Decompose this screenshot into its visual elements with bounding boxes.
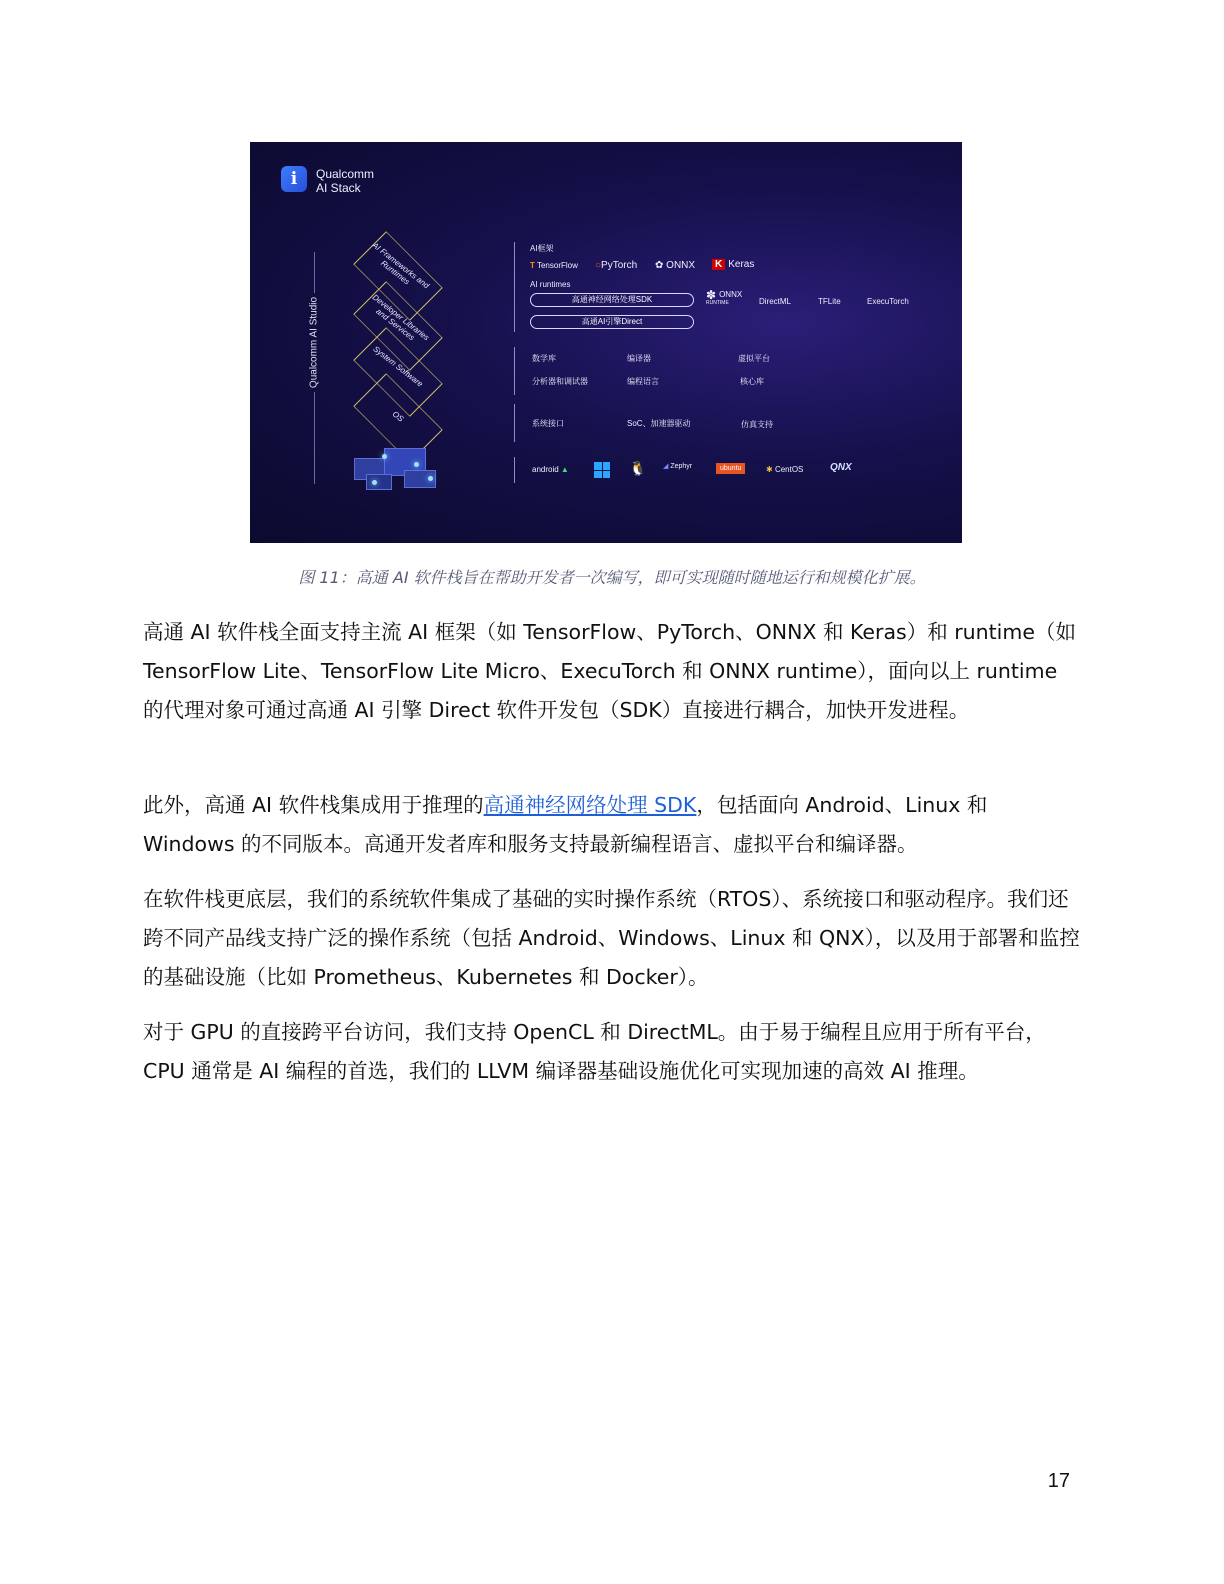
centos-label: CentOS [774, 465, 804, 474]
logo-text [316, 167, 374, 195]
android-logo [532, 465, 569, 474]
logo-line-1: Qualcomm [316, 167, 375, 181]
android-icon: ▲ [560, 465, 569, 474]
sys-interface: 系统接口 [532, 419, 564, 428]
tensorflow-label: TensorFlow [536, 261, 578, 270]
qualcomm-ai-stack-figure [250, 142, 962, 543]
ai-engine-direct-pill: 高通AI引擎Direct [530, 315, 694, 329]
paragraph-frameworks: 高通 AI 软件栈全面支持主流 AI 框架（如 TensorFlow、PyTorch、ONNX 和 Keras）和 runtime（如 TensorFlow Lite、TensorFlow Lite Micro、ExecuTorch 和 ONNX runtime），面向以上 runtime 的代理对象可通过高通 AI 引擎 Direct 软件开发包（SDK）直接进行耦合，加快开发进程。 [143, 620, 1076, 722]
layer-system-label: System Software [371, 344, 425, 389]
keras-logo [712, 259, 754, 270]
paragraph-neural-sdk-before: 此外，高通 AI 软件栈集成用于推理的 [143, 793, 484, 817]
keras-label: Keras [728, 259, 755, 270]
centos-icon: ✱ [766, 465, 773, 474]
qualcomm-ai-stack-logo-icon [281, 166, 307, 192]
chip-illustration [344, 440, 454, 500]
onnx-runtime-icon: ✽ [706, 288, 717, 302]
onnx-logo [655, 260, 695, 271]
pytorch-icon: ○ [595, 260, 602, 271]
pytorch-logo [595, 260, 637, 271]
onnx-runtime-logo [706, 288, 743, 307]
page-number: 17 [1047, 1470, 1070, 1492]
windows-icon [594, 462, 610, 478]
executorch-label: ExecuTorch [867, 297, 909, 306]
lib-compiler: 编译器 [627, 354, 651, 363]
zephyr-logo [663, 462, 692, 470]
divider-system [514, 404, 515, 442]
onnx-icon: ✿ [655, 260, 664, 271]
layer-libraries-label: Developer Libraries and Services [370, 292, 431, 343]
lib-math: 数学库 [532, 354, 556, 363]
sys-emulation: 仿真支持 [741, 420, 773, 429]
layer-os-label: OS [390, 409, 406, 424]
lib-language: 编程语言 [627, 377, 659, 386]
ai-studio-label: Qualcomm AI Studio [309, 293, 320, 392]
lib-analyzer: 分析器和调试器 [532, 377, 588, 386]
zephyr-label: Zephyr [670, 463, 693, 470]
logo-line-2: AI Stack [316, 181, 361, 195]
divider-os [514, 457, 515, 483]
qnn-sdk-pill: 高通神经网络处理SDK [530, 293, 694, 307]
zephyr-icon: ◢ [663, 463, 669, 470]
paragraph-neural-sdk [143, 786, 1081, 864]
ubuntu-logo: ubuntu [716, 463, 745, 474]
linux-tux-icon: 🐧 [629, 460, 647, 476]
onnx-runtime-bottom: RUNTIME [706, 300, 729, 306]
tensorflow-icon: T [530, 261, 535, 270]
lib-virtual-platform: 虚拟平台 [738, 354, 770, 363]
paragraph-neural-sdk-after: ，包括面向 Android、Linux 和 Windows 的不同版本。高通开发者库和服务支持最新编程语言、虚拟平台和编译器。 [143, 793, 988, 856]
centos-logo [766, 465, 803, 474]
paragraph-gpu-cpu: 对于 GPU 的直接跨平台访问，我们支持 OpenCL 和 DirectML。由于易于编程且应用于所有平台，CPU 通常是 AI 编程的首选，我们的 LLVM 编译器基础设施优化可实现加速的高效 AI 推理。 [143, 1020, 1046, 1083]
onnx-label: ONNX [666, 260, 696, 271]
lib-core: 核心库 [740, 377, 764, 386]
pytorch-label: PyTorch [601, 260, 638, 271]
divider-frameworks [514, 242, 515, 332]
figure-caption: 图 11：高通 AI 软件栈旨在帮助开发者一次编写，即可实现随时随地运行和规模化扩展。 [298, 568, 926, 587]
ai-frameworks-heading: AI框架 [530, 244, 554, 253]
sys-soc-drivers: SoC、加速器驱动 [627, 419, 691, 428]
logo-letter: i [290, 169, 298, 189]
paragraph-system-software: 在软件栈更底层，我们的系统软件集成了基础的实时操作系统（RTOS）、系统接口和驱动程序。我们还跨不同产品线支持广泛的操作系统（包括 Android、Windows、Linux 和 QNX），以及用于部署和监控的基础设施（比如 Prometheus、Kubernetes 和 Docker）。 [143, 887, 1080, 989]
layer-frameworks-label: AI Frameworks and Runtimes [370, 240, 431, 291]
divider-libraries [514, 347, 515, 395]
ai-runtimes-heading: AI runtimes [530, 280, 571, 289]
directml-label: DirectML [759, 297, 792, 306]
neural-processing-sdk-link[interactable]: 高通神经网络处理 SDK [483, 793, 697, 817]
tflite-label: TFLite [818, 297, 841, 306]
keras-icon: K [712, 259, 725, 270]
onnx-runtime-top: ONNX [719, 290, 743, 299]
tensorflow-logo [530, 261, 578, 270]
qnx-logo: QNX [830, 462, 852, 473]
android-label: android [532, 465, 559, 474]
